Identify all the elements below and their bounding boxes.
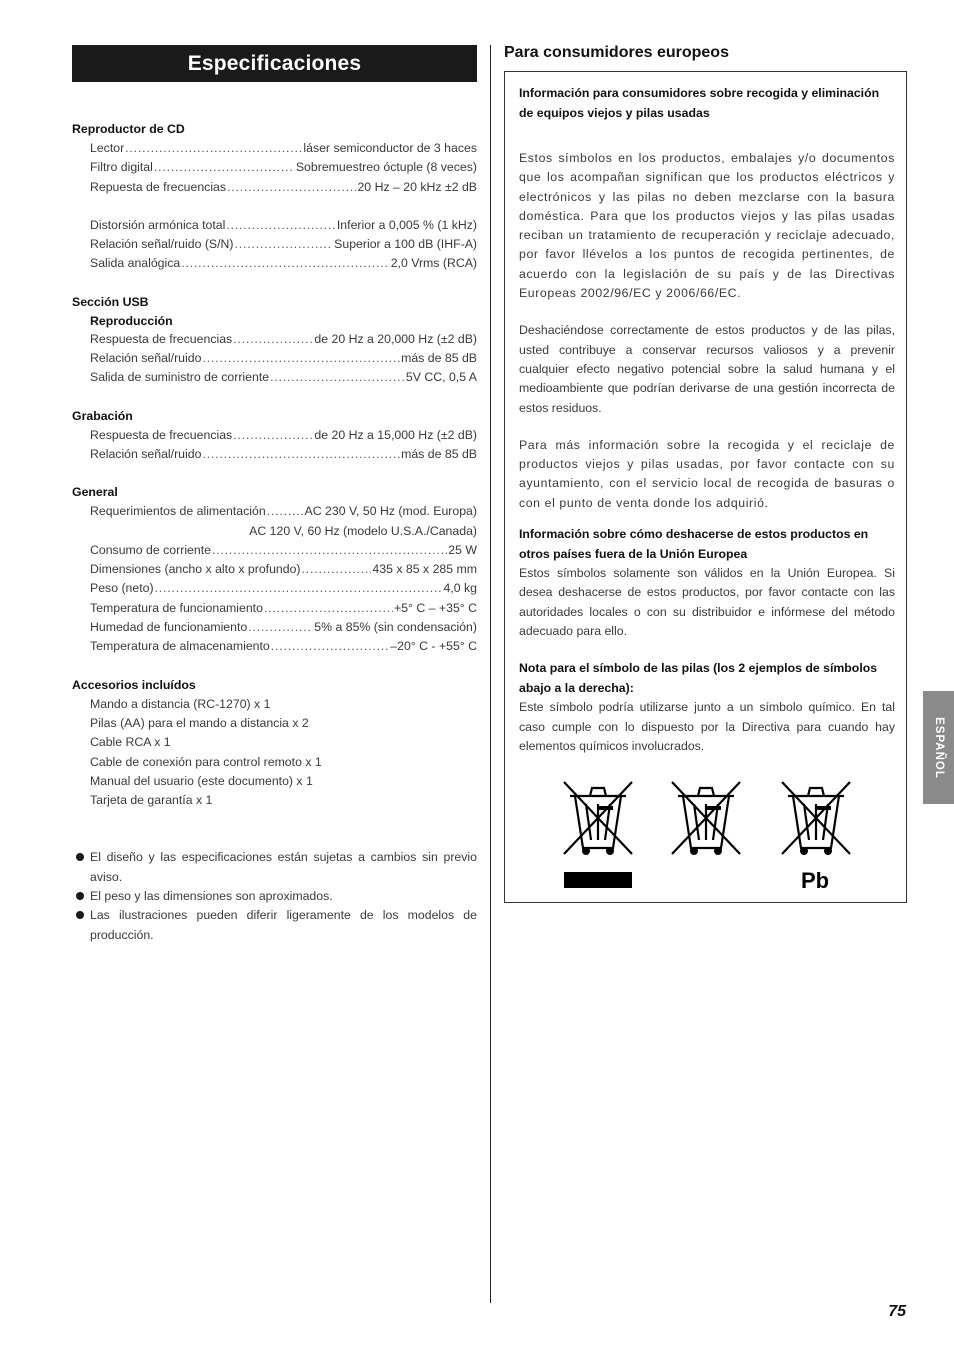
spec-row	[90, 541, 477, 560]
spec-label: Relación señal/ruido	[90, 351, 202, 366]
spec-label: Salida analógica	[90, 256, 181, 271]
eu-paragraph: Este símbolo podría utilizarse junto a un símbolo químico. En tal caso cumple con lo dispuesto por la Directiva para cuando hay elementos químicos involucrados.	[519, 700, 895, 753]
eu-heading-outside: Información sobre cómo deshacerse de estos productos en otros países fuera de la Unión Europea	[519, 527, 869, 561]
spec-value: 435 x 85 x 285 mm	[372, 562, 477, 577]
spec-value: +5° C – +35° C	[394, 600, 477, 615]
note-item	[72, 848, 477, 887]
bullet-icon	[76, 911, 84, 919]
eu-heading-disposal: Información para consumidores sobre recogida y eliminación de equipos viejos y pilas usadas	[519, 86, 880, 120]
language-tab	[923, 691, 954, 804]
crossed-bin-icon	[778, 778, 854, 858]
spec-label: Respuesta de frecuencias	[90, 331, 233, 346]
spec-value: 5V CC, 0,5 A	[405, 370, 477, 385]
page-title	[72, 45, 477, 82]
spec-value: láser semiconductor de 3 haces	[303, 141, 477, 155]
spec-value: de 20 Hz a 15,000 Hz (±2 dB)	[314, 427, 477, 442]
spec-value: 5% a 85% (sin condensación)	[314, 620, 477, 635]
spec-row	[90, 139, 477, 158]
eu-paragraph: Deshaciéndose correctamente de estos productos y de las pilas, usted contribuye a conservar recursos valiosos y a prevenir cualquier efecto negativo potencial sobre la salud humana y el medioambiente que podrían derivarse de una gestión incorrecta de estos residuos.	[519, 323, 895, 415]
spec-label: Relación señal/ruido	[90, 446, 202, 461]
spec-value: 2,0 Vrms (RCA)	[390, 256, 477, 271]
spec-row	[90, 579, 477, 598]
spec-label: Repuesta de frecuencias	[90, 179, 227, 194]
spec-value: Superior a 100 dB (IHF-A)	[334, 237, 477, 252]
spec-label: Dimensiones (ancho x alto x profundo)	[90, 562, 301, 577]
usb-heading: Sección USB	[72, 294, 149, 309]
specifications-section	[72, 120, 477, 945]
note-item	[72, 906, 477, 945]
spec-label: Peso (neto)	[90, 581, 154, 596]
eu-paragraph: Estos símbolos solamente son válidos en la Unión Europea. Si desea deshacerse de estos productos, por favor contacte con las autoridades locales o con su distribuidor e infórmese del método adecuado para ello.	[519, 566, 895, 638]
spec-row	[90, 349, 477, 368]
recording-heading: Grabación	[72, 408, 133, 423]
spec-label: Respuesta de frecuencias	[90, 427, 233, 442]
accessory-item: Manual del usuario (este documento) x 1	[90, 773, 313, 788]
page-title-text: Especificaciones	[187, 51, 362, 75]
spec-row	[90, 235, 477, 254]
spec-value: AC 230 V, 50 Hz (mod. Europa)	[304, 504, 477, 519]
spec-label: Relación señal/ruido (S/N)	[90, 237, 234, 252]
cd-heading: Reproductor de CD	[72, 122, 185, 136]
spec-row	[90, 368, 477, 387]
spec-value: más de 85 dB	[401, 446, 477, 461]
note-item	[72, 887, 477, 906]
language-tab-label: ESPAÑOL	[932, 716, 945, 779]
eu-heading-battery: Nota para el símbolo de las pilas (los 2 ejemplos de símbolos abajo a la derecha):	[519, 661, 878, 695]
spec-label: Temperatura de funcionamiento	[90, 600, 263, 615]
note-text: Las ilustraciones pueden diferir ligeramente de los modelos de producción.	[90, 908, 477, 942]
spec-value: 25 W	[448, 542, 477, 557]
spec-value-continued: AC 120 V, 60 Hz (modelo U.S.A./Canada)	[249, 523, 477, 538]
note-text: El peso y las dimensiones son aproximados.	[90, 889, 333, 904]
spec-label: Consumo de corriente	[90, 542, 211, 557]
eu-paragraph: Para más información sobre la recogida y el reciclaje de productos viejos y pilas usadas, por favor contacte con su ayuntamiento, con el servicio local de recogida de basuras o con el punto de venta donde los adquirió.	[519, 437, 895, 510]
spec-value: 20 Hz – 20 kHz ±2 dB	[357, 179, 477, 194]
spec-row	[90, 426, 477, 445]
spec-value: 4,0 kg	[443, 581, 477, 596]
spec-label: Salida de suministro de corriente	[90, 370, 270, 385]
page-number: 75	[888, 1303, 906, 1320]
eu-paragraph: Estos símbolos en los productos, embalajes y/o documentos que los acompañan significan que los productos eléctricos y electrónicos y las pilas no deben mezclarse con la basura doméstica. Para que los productos viejos y las pilas usadas reciban un tratamiento de recuperación y reciclaje adecuado, por favor llévelos a los puntos de recogida pertinentes, de acuerdo con la legislación de su país y de las Directivas Europeas 2002/96/EC y 2006/66/EC.	[519, 151, 895, 301]
bullet-icon	[76, 853, 84, 861]
accessory-item: Mando a distancia (RC-1270) x 1	[90, 696, 271, 711]
chemical-symbol: Pb	[801, 868, 830, 893]
spec-value: –20° C - +55° C	[390, 639, 477, 654]
spec-row	[90, 560, 477, 579]
usb-subheading: Reproducción	[90, 313, 173, 328]
spec-row	[90, 158, 477, 177]
crossed-bin-icon	[668, 778, 744, 858]
spec-row	[90, 178, 477, 197]
spec-label: Requerimientos de alimentación	[90, 504, 266, 519]
spec-label: Temperatura de almacenamiento	[90, 639, 270, 654]
weee-black-bar	[564, 872, 632, 888]
spec-row	[90, 254, 477, 273]
spec-row	[90, 216, 477, 235]
eu-section-title: Para consumidores europeos	[504, 44, 729, 61]
note-text: El diseño y las especificaciones están sujetas a cambios sin previo aviso.	[90, 850, 477, 884]
spec-row	[90, 599, 477, 618]
spec-label: Filtro digital	[90, 160, 153, 175]
spec-value: Inferior a 0,005 % (1 kHz)	[336, 217, 477, 232]
spec-row	[90, 445, 477, 464]
accessories-heading: Accesorios incluídos	[72, 677, 196, 692]
crossed-bin-icon	[560, 778, 636, 858]
general-heading: General	[72, 485, 118, 500]
column-divider	[490, 45, 491, 1303]
spec-row	[90, 618, 477, 637]
spec-row	[90, 637, 477, 656]
spec-value: de 20 Hz a 20,000 Hz (±2 dB)	[314, 331, 477, 346]
bullet-icon	[76, 892, 84, 900]
spec-label: Humedad de funcionamiento	[90, 620, 248, 635]
spec-label: Lector	[90, 141, 125, 155]
accessory-item: Cable RCA x 1	[90, 735, 171, 750]
spec-value: Sobremuestreo óctuple (8 veces)	[295, 160, 477, 175]
spec-row	[90, 502, 477, 521]
spec-label: Distorsión armónica total	[90, 217, 226, 232]
eu-info-box	[504, 71, 907, 903]
notes-list	[72, 848, 477, 944]
accessory-item: Tarjeta de garantía x 1	[90, 793, 213, 808]
accessory-item: Cable de conexión para control remoto x 1	[90, 754, 322, 769]
spec-value: más de 85 dB	[401, 351, 477, 366]
spec-row	[90, 330, 477, 349]
accessory-item: Pilas (AA) para el mando a distancia x 2	[90, 715, 309, 730]
